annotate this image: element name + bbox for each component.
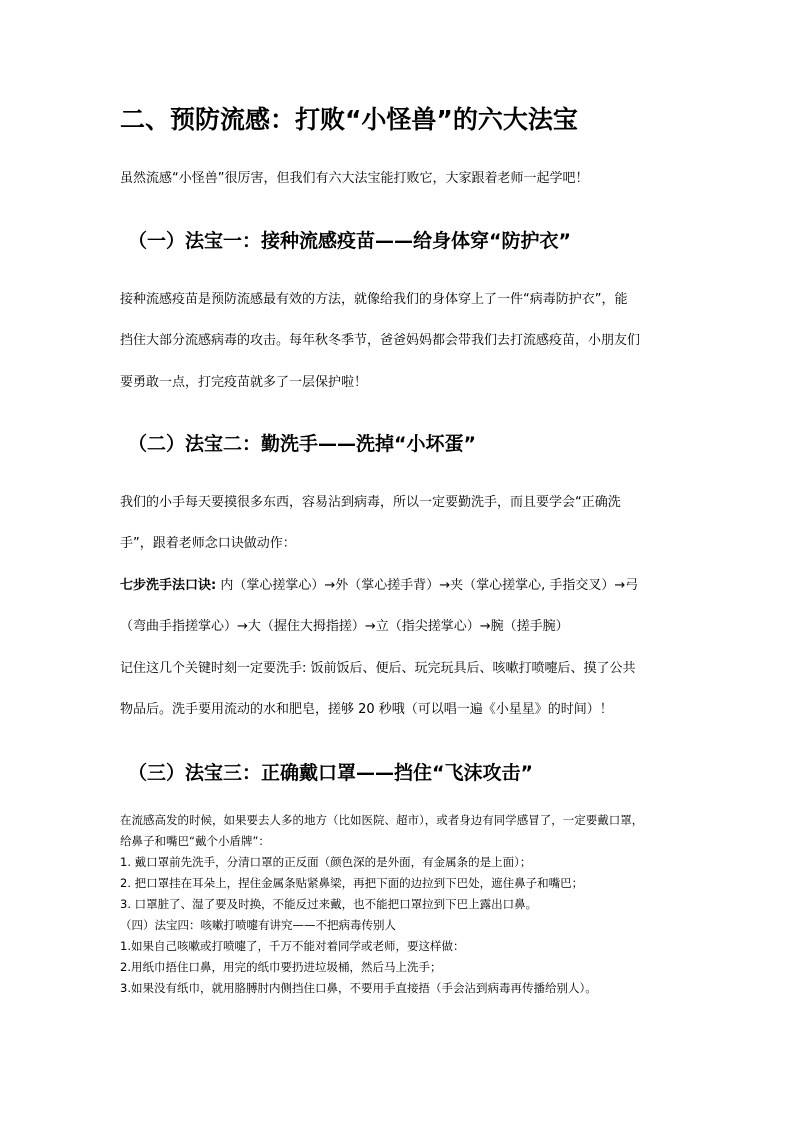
mask-step-2: 2. 把口罩挂在耳朵上，捏住金属条贴紧鼻梁，再把下面的边拉到下巴处，遮住鼻子和嘴巴； (120, 876, 584, 890)
section-2-heading: （二）法宝二：勤洗手——洗掉“小坏蛋” (128, 433, 476, 455)
section-3-line-1: 在流感高发的时候，如果要去人多的地方（比如医院、超市），或者身边有同学感冒了，一定要戴口罩， (120, 813, 644, 827)
section-1-line-1: 接种流感疫苗是预防流感最有效的方法，就像给我们的身体穿上了一件“病毒防护衣”，能 (120, 292, 628, 307)
intro-paragraph: 虽然流感“小怪兽”很厉害，但我们有六大法宝能打败它，大家跟着老师一起学吧！ (120, 171, 589, 186)
section-1-line-3: 要勇敢一点，打完疫苗就多了一层保护啦！ (120, 375, 368, 390)
cough-step-3: 3.如果没有纸巾，就用胳膊肘内侧挡住口鼻，不要用手直接捂（手会沾到病毒再传播给别人）。 (120, 981, 597, 995)
cough-step-2: 2.用纸巾捂住口鼻，用完的纸巾要扔进垃圾桶，然后马上洗手； (120, 960, 442, 974)
section-1-heading: （一）法宝一：接种流感疫苗——给身体穿“防护衣” (128, 230, 571, 252)
mask-step-3: 3. 口罩脏了、湿了要及时换，不能反过来戴，也不能把口罩拉到下巴上露出口鼻。 (120, 897, 538, 911)
section-3-line-2: 给鼻子和嘴巴“戴个小盾牌”： (120, 834, 270, 848)
mnemonic-label: 七步洗手法口诀: (120, 578, 217, 593)
page-title: 二、预防流感：打败“小怪兽”的六大法宝 (120, 105, 578, 134)
section-4-heading: （四）法宝四：咳嗽打喷嚏有讲究——不把病毒传别人 (120, 918, 396, 932)
section-2-line-2: 手”，跟着老师念口诀做动作： (120, 536, 296, 551)
mnemonic-line-2: （弯曲手指搓掌心）→大（握住大拇指搓）→立（指尖搓掌心）→腕（搓手腕） (120, 619, 569, 634)
mnemonic-line-1 (120, 577, 680, 595)
section-2-line-1: 我们的小手每天要摸很多东西，容易沾到病毒，所以一定要勤洗手，而且要学会“正确洗 (120, 495, 621, 510)
section-3-heading: （三）法宝三：正确戴口罩——挡住“飞沫攻击” (128, 762, 533, 784)
mask-step-1: 1. 戴口罩前先洗手，分清口罩的正反面（颜色深的是外面，有金属条的是上面）； (120, 855, 532, 869)
section-2-moments-2: 物品后。洗手要用流动的水和肥皂，搓够 20 秒哦（可以唱一遍《小星星》的时间）！ (120, 702, 613, 717)
mnemonic-text-1: 内（掌心搓掌心）→外（掌心搓手背）→夹（掌心搓掌心, 手指交叉）→弓 (220, 578, 639, 593)
cough-step-1: 1.如果自己咳嗽或打喷嚏了，千万不能对着同学或老师，要这样做： (120, 939, 465, 953)
section-1-line-2: 挡住大部分流感病毒的攻击。每年秋冬季节，爸爸妈妈都会带我们去打流感疫苗，小朋友们 (120, 333, 641, 348)
section-2-moments-1: 记住这几个关键时刻一定要洗手: 饭前饭后、便后、玩完玩具后、咳嗽打喷嚏后、摸了公共 (120, 661, 636, 676)
